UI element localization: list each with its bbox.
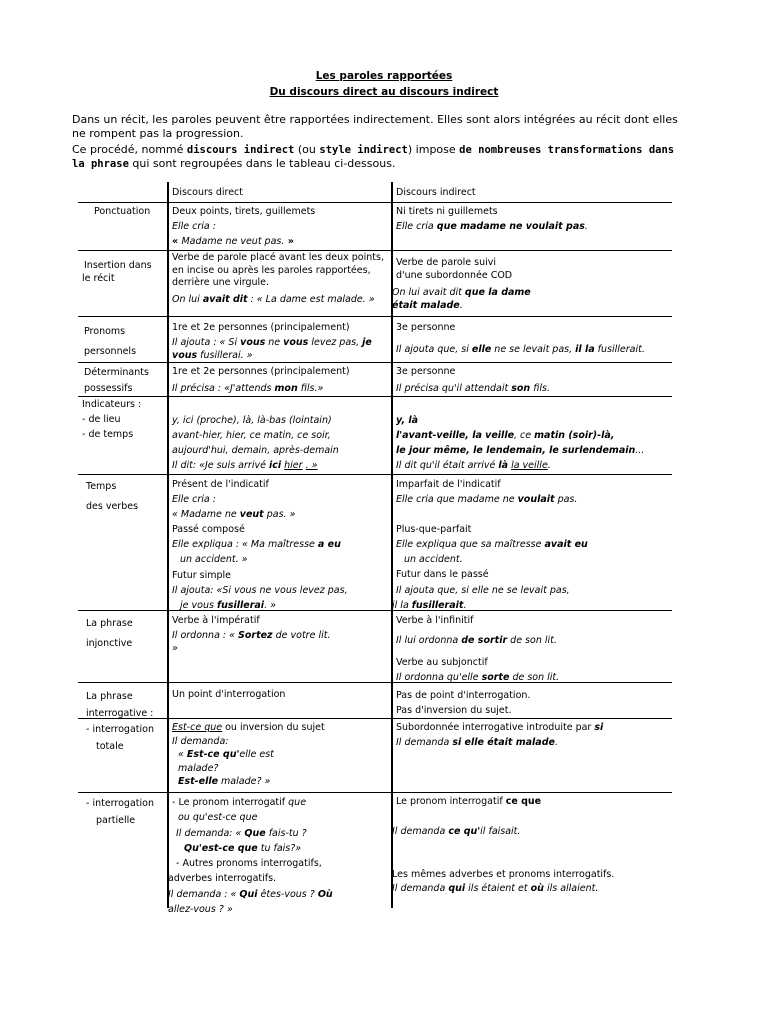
- cell-line: un accident.: [404, 554, 463, 566]
- cell-text: de son lit.: [507, 635, 557, 646]
- cell-text: elle: [471, 344, 492, 355]
- cell-line: d'une subordonnée COD: [396, 269, 513, 281]
- cell-text: fils.: [530, 383, 550, 394]
- cell-line: - Autres pronoms interrogatifs,: [176, 858, 322, 870]
- cell-text: , ce: [514, 430, 535, 441]
- cell-text: tu fais?»: [257, 842, 302, 854]
- row-label-insertion: [84, 259, 152, 285]
- cell-text: Est-elle: [178, 776, 219, 787]
- cell-text: vous: [240, 337, 266, 348]
- cell-text: voulait: [517, 494, 555, 506]
- cell-line: Ni tirets ni guillemets: [396, 206, 498, 217]
- cell-direct-insertion: [172, 252, 384, 306]
- label-line: La phrase: [86, 691, 133, 702]
- cell-text: .: [547, 460, 551, 471]
- cell-line: malade?: [178, 762, 219, 774]
- intro-bold: style indirect: [319, 144, 408, 156]
- cell-text: : « La dame est malade. »: [247, 293, 375, 305]
- cell-indirect-partielle: [392, 795, 615, 895]
- cell-line: Il ajouta: «Si vous ne vous levez pas,: [172, 584, 348, 596]
- cell-line: Elle cria :: [172, 221, 216, 232]
- cell-text: l'avant-veille, la veille: [396, 430, 515, 441]
- cell-line: Futur simple: [172, 569, 231, 581]
- cell-text: - Le pronom interrogatif: [172, 797, 289, 808]
- cell-text: il la: [575, 344, 595, 355]
- table-rule: [78, 362, 672, 363]
- table-rule: [78, 718, 672, 719]
- cell-text: il la: [392, 599, 412, 611]
- cell-line: Plus-que-parfait: [396, 524, 472, 536]
- cell-direct-temps: [172, 477, 348, 613]
- cell-text: Il demanda: [392, 883, 449, 894]
- cell-text: Le pronom interrogatif: [396, 796, 506, 807]
- label-line: partielle: [96, 815, 136, 826]
- table-rule: [78, 474, 672, 475]
- cell-line: »: [172, 643, 178, 654]
- cell-text: ...: [635, 445, 645, 456]
- cell-text: mon: [274, 383, 298, 394]
- intro-text: (ou: [294, 143, 320, 156]
- cell-text: Il lui ordonna: [396, 635, 462, 646]
- cell-text: sorte: [481, 672, 510, 683]
- cell-text: êtes-vous ?: [257, 888, 318, 900]
- cell-text: elle est: [239, 749, 274, 760]
- cell-text: il faisait.: [480, 826, 521, 837]
- cell-text: On lui avait dit: [392, 287, 465, 298]
- cell-indirect-injonctive: [396, 614, 559, 684]
- cell-text: Subordonnée interrogative introduite par: [396, 722, 595, 733]
- table-divider: [167, 182, 169, 908]
- cell-text: Où: [317, 888, 333, 900]
- cell-text: si elle était malade: [452, 737, 555, 748]
- cell-text: Que: [244, 827, 266, 839]
- cell-text: pas. »: [263, 509, 296, 521]
- cell-text: ils allaient.: [543, 883, 599, 894]
- cell-text: .: [584, 221, 588, 232]
- label-line: La phrase: [86, 618, 133, 629]
- table-rule: [78, 202, 672, 203]
- cell-text: Est-ce que: [172, 722, 223, 733]
- cell-line: Imparfait de l'indicatif: [396, 479, 501, 490]
- cell-text: »: [284, 236, 294, 247]
- cell-line: Présent de l'indicatif: [172, 479, 269, 490]
- row-label-partielle: [86, 795, 154, 829]
- cell-text: Il ajouta que, si: [396, 344, 472, 355]
- cell-text: Il ordonna : «: [172, 630, 239, 641]
- cell-indirect-insertion: [392, 257, 531, 312]
- cell-line: Pas d'inversion du sujet.: [396, 705, 512, 716]
- cell-line: Passé composé: [172, 524, 245, 536]
- cell-indirect-totale: [396, 721, 603, 749]
- cell-text: Elle cria: [396, 221, 437, 232]
- cell-text: .: [463, 599, 467, 611]
- cell-text: fusillerait.: [594, 344, 645, 355]
- cell-text: a eu: [317, 539, 341, 551]
- cell-text: Il demanda: «: [176, 827, 245, 839]
- cell-text: ce que: [505, 796, 542, 807]
- cell-text: pas.: [554, 494, 578, 506]
- row-label-totale: [86, 721, 154, 755]
- cell-text: Il ajouta : « Si: [172, 337, 241, 348]
- cell-line: Verbe au subjonctif: [396, 657, 488, 668]
- cell-line: un accident. »: [180, 554, 248, 566]
- cell-text: de sortir: [461, 635, 508, 646]
- cell-text: fusillerai. »: [197, 350, 253, 361]
- cell-line: derrière une virgule.: [172, 277, 270, 288]
- intro-paragraph-1: [72, 113, 682, 141]
- label-line: - de temps: [82, 429, 134, 440]
- cell-text: là: [498, 460, 509, 471]
- cell-text: ils étaient et: [465, 883, 531, 894]
- cell-text: que la dame: [464, 287, 531, 298]
- cell-direct-injonctive: [172, 614, 330, 655]
- cell-line: en incise ou après les paroles rapportées,: [172, 264, 371, 276]
- cell-text: On lui: [172, 293, 203, 305]
- cell-text: fusillerait: [411, 599, 464, 611]
- header-indirect: Discours indirect: [396, 187, 476, 198]
- cell-text: Elle expliqua : « Ma maîtresse: [172, 539, 318, 551]
- cell-text: avait eu: [544, 539, 588, 551]
- label-line: totale: [96, 741, 124, 752]
- cell-text: de son lit.: [509, 672, 560, 683]
- label-line: injonctive: [86, 638, 133, 649]
- cell-text: «: [178, 749, 187, 760]
- label-line: Pronoms: [84, 326, 126, 337]
- cell-text: fusillerai: [216, 599, 265, 611]
- cell-text: où: [530, 883, 544, 894]
- cell-text: fais-tu ?: [265, 827, 307, 839]
- cell-indirect-pronoms: [396, 321, 645, 356]
- cell-indirect-determinants: [396, 365, 550, 395]
- table-rule: [78, 396, 672, 397]
- cell-direct-totale: [172, 721, 325, 789]
- label-line: des verbes: [86, 501, 139, 512]
- row-label-temps: [86, 477, 138, 517]
- document-title: Les paroles rapportées: [315, 70, 453, 82]
- cell-text: malade? »: [218, 776, 271, 787]
- cell-text: Elle expliqua que sa maîtresse: [396, 539, 545, 551]
- cell-line: aujourd'hui, demain, après-demain: [172, 445, 339, 456]
- cell-text: ici: [268, 460, 282, 471]
- row-label-injonctive: [86, 614, 133, 654]
- cell-line: Les mêmes adverbes et pronoms interrogatifs.: [392, 869, 615, 880]
- cell-text: je vous: [180, 599, 217, 611]
- label-line: Insertion dans: [84, 260, 152, 271]
- label-line: personnels: [84, 346, 137, 357]
- row-label-determinants: [84, 365, 149, 397]
- cell-indirect-ponctuation: [396, 205, 588, 233]
- header-direct: Discours direct: [172, 187, 243, 198]
- intro-paragraph-2: [72, 143, 682, 171]
- cell-text: que: [288, 797, 307, 808]
- intro-text: Ce procédé, nommé: [72, 143, 187, 156]
- row-label-pronoms: [84, 322, 136, 362]
- table-rule: [78, 792, 672, 793]
- row-label-interrogative: [86, 688, 153, 722]
- cell-indirect-temps: [392, 477, 588, 613]
- cell-line: Pas de point d'interrogation.: [396, 690, 531, 701]
- cell-direct-interrogative: Un point d'interrogation: [172, 689, 286, 700]
- cell-line: ou qu'est-ce que: [178, 812, 258, 824]
- cell-text: ce qu': [448, 826, 481, 837]
- cell-text: matin (soir)-là,: [534, 430, 615, 441]
- table-rule: [78, 316, 672, 317]
- cell-indirect-interrogative: [396, 688, 530, 718]
- cell-line: y, ici (proche), là, là-bas (lointain): [172, 415, 332, 426]
- label-line: interrogative :: [86, 708, 154, 719]
- label-line: possessifs: [84, 383, 133, 394]
- cell-text: que madame ne voulait pas: [436, 221, 585, 232]
- intro-text: qui sont regroupées dans le tableau ci-dessous.: [128, 157, 396, 170]
- cell-text: .: [459, 299, 463, 311]
- cell-text: levez pas,: [308, 337, 363, 348]
- cell-text: .: [554, 737, 558, 748]
- cell-line: Deux points, tirets, guillemets: [172, 206, 316, 217]
- table-rule: [78, 682, 672, 683]
- cell-text: Qui: [239, 888, 258, 900]
- cell-line: y, là: [396, 415, 419, 426]
- cell-text: Qu'est-ce que: [184, 842, 258, 854]
- cell-text: la veille: [511, 460, 548, 471]
- cell-text: je: [362, 337, 372, 348]
- cell-line: Il ajouta que, si elle ne se levait pas,: [396, 584, 570, 596]
- cell-text: Il demanda : «: [168, 888, 240, 900]
- label-line: - interrogation: [86, 724, 154, 735]
- cell-text: de votre lit.: [272, 630, 331, 641]
- cell-text: Il précisa : «J'attends: [172, 383, 275, 394]
- cell-line: Futur dans le passé: [396, 569, 489, 581]
- cell-line: 1re et 2e personnes (principalement): [172, 322, 350, 333]
- cell-direct-determinants: [172, 365, 350, 395]
- cell-text: Sortez: [238, 630, 273, 641]
- cell-indirect-indicateurs: [396, 413, 644, 473]
- cell-text: Il dit qu'il était arrivé: [396, 460, 499, 471]
- cell-line: avant-hier, hier, ce matin, ce soir,: [172, 430, 331, 441]
- cell-text: Elle cria que madame ne: [396, 494, 518, 506]
- cell-text: veut: [239, 509, 264, 521]
- cell-text: Madame ne veut pas.: [181, 236, 285, 247]
- cell-text: « Madame ne: [172, 509, 240, 521]
- cell-text: son: [511, 383, 531, 394]
- cell-line: Elle cria :: [172, 494, 216, 506]
- cell-text: le jour même, le lendemain, le surlendemain: [396, 445, 636, 456]
- label-line: Indicateurs :: [82, 399, 142, 410]
- label-line: - de lieu: [82, 414, 121, 425]
- intro-text-1: Dans un récit, les paroles peuvent être rapportées indirectement. Elles sont alors intégrées au récit dont elles ne rompent pas la progression.: [72, 113, 678, 140]
- cell-direct-ponctuation: [172, 205, 315, 248]
- cell-text: ne se levait pas,: [491, 344, 576, 355]
- cell-direct-pronoms: [172, 321, 372, 362]
- cell-line: 1re et 2e personnes (principalement): [172, 366, 350, 377]
- cell-line: 3e personne: [396, 366, 456, 377]
- cell-text: Est-ce qu': [186, 749, 240, 760]
- cell-text: qui: [448, 883, 466, 894]
- label-line: le récit: [82, 273, 115, 284]
- cell-text: ou inversion du sujet: [222, 722, 325, 733]
- transformation-table: [78, 182, 672, 916]
- table-rule: [78, 250, 672, 251]
- cell-line: 3e personne: [396, 322, 456, 333]
- row-label-indicateurs: [82, 397, 141, 442]
- intro-bold: discours indirect: [186, 144, 295, 156]
- label-line: - interrogation: [86, 798, 154, 809]
- cell-text: . »: [264, 599, 276, 611]
- cell-text: Il dit: «Je suis arrivé: [172, 460, 269, 471]
- document-subtitle: Du discours direct au discours indirect: [269, 86, 499, 98]
- cell-text: ne: [265, 337, 284, 348]
- cell-line: Il demanda:: [172, 735, 229, 747]
- intro-text: ) impose: [407, 143, 460, 156]
- cell-line: Verbe à l'impératif: [172, 615, 260, 626]
- cell-text: si: [594, 722, 604, 733]
- cell-text: fils.»: [297, 383, 324, 394]
- cell-line: Verbe à l'infinitif: [396, 615, 474, 626]
- intro-bold: de nombreuses transformations dans la phrase: [72, 144, 675, 170]
- cell-text: Il précisa qu'il attendait: [396, 383, 512, 394]
- cell-text: «: [172, 236, 182, 247]
- cell-direct-partielle: [168, 795, 333, 917]
- cell-line: Verbe de parole placé avant les deux points,: [172, 252, 384, 263]
- cell-text: Il demanda: [392, 826, 449, 837]
- row-label-ponctuation: Ponctuation: [94, 206, 151, 217]
- cell-text: vous: [172, 350, 198, 361]
- cell-direct-indicateurs: [172, 413, 339, 473]
- cell-line: allez-vous ? »: [168, 904, 233, 916]
- cell-text: était malade: [392, 299, 460, 311]
- label-line: Déterminants: [84, 367, 149, 378]
- cell-text: Il demanda: [396, 737, 453, 748]
- cell-line: Verbe de parole suivi: [396, 257, 497, 268]
- cell-text: hier: [284, 460, 303, 471]
- cell-text: vous: [283, 337, 309, 348]
- cell-text: Il ordonna qu'elle: [396, 672, 482, 683]
- cell-text: avait dit: [202, 293, 248, 305]
- label-line: Temps: [86, 481, 117, 492]
- cell-text: . »: [305, 460, 318, 471]
- cell-line: adverbes interrogatifs.: [168, 873, 277, 885]
